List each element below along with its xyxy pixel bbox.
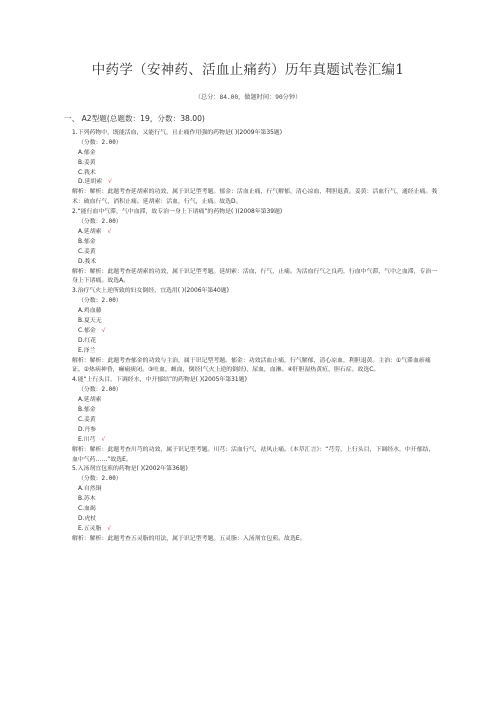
question-block xyxy=(72,465,438,544)
option-label: B.郁金 xyxy=(78,238,96,245)
option-label: D.延胡索 xyxy=(78,179,103,186)
question-block xyxy=(72,208,438,287)
option-label: C.姜黄 xyxy=(78,416,96,423)
option-label: A.鸡血藤 xyxy=(78,308,102,315)
question-score: （分数：2.00） xyxy=(78,387,122,394)
answer-option xyxy=(72,317,438,327)
correct-answer-mark: √ xyxy=(107,525,112,532)
option-label: B.苏木 xyxy=(78,496,96,503)
answer-option xyxy=(72,169,438,179)
question-block xyxy=(72,287,438,376)
answer-option xyxy=(72,515,438,525)
question-list xyxy=(72,129,438,545)
answer-analysis: 解析：解析：此题考查延胡索的功效，属于识记型考题。延胡索：活血，行气，止痛。为活血行气之良药，行血中气滞，气中之血滞，专治一身上下诸痛。故选A。 xyxy=(72,268,438,285)
option-label: C.血竭 xyxy=(78,505,96,512)
answer-option xyxy=(72,307,438,317)
option-label: E.五灵脂 xyxy=(78,525,102,532)
answer-option xyxy=(72,525,438,535)
option-label: D.红花 xyxy=(78,337,97,344)
option-label: B.夏天无 xyxy=(78,317,102,324)
option-label: D.虎杖 xyxy=(78,515,97,522)
option-label: C.郁金 xyxy=(78,327,96,334)
question-stem: 2.“能行血中气滞，气中血滞，故专治一身上下诸痛”的药物是( )(2008年第39题) xyxy=(72,209,283,216)
option-label: E.川芎 xyxy=(78,436,96,443)
answer-option xyxy=(72,159,438,169)
question-stem: 3.治疗气火上逆所致的妇女倒经，宜选用( )(2006年第40题) xyxy=(72,288,229,295)
option-label: C.姜黄 xyxy=(78,248,96,255)
correct-answer-mark: √ xyxy=(101,436,106,443)
option-label: E.泽兰 xyxy=(78,347,96,354)
option-label: D.莪术 xyxy=(78,258,97,265)
question-block xyxy=(72,376,438,465)
answer-option xyxy=(72,396,438,406)
question-score: （分数：2.00） xyxy=(78,219,122,226)
answer-option xyxy=(72,505,438,515)
answer-option xyxy=(72,406,438,416)
option-label: C.莪术 xyxy=(78,169,96,176)
option-label: B.郁金 xyxy=(78,407,96,414)
answer-option xyxy=(72,347,438,357)
answer-option xyxy=(72,327,438,337)
option-label: A.延胡索 xyxy=(78,228,102,235)
question-stem: 1.下列药物中，既能活血，又能行气，且止痛作用强的药物是( )(2009年第35题) xyxy=(72,130,282,136)
page-title: 中药学（安神药、活血止痛药）历年真题试卷汇编1 xyxy=(91,62,405,78)
exam-meta: （总分：84.00，做题时间：90分钟） xyxy=(194,94,302,101)
section-heading: 一、 A2型题(总题数：19，分数：38.00) xyxy=(64,114,205,123)
answer-option xyxy=(72,238,438,248)
answer-option xyxy=(72,337,438,347)
option-label: D.丹参 xyxy=(78,426,97,433)
answer-option xyxy=(72,178,438,188)
option-label: A.自然铜 xyxy=(78,486,102,493)
answer-analysis: 解析：解析：此题考查川芎的功效，属于识记型考题。川芎：活血行气，祛风止痛。《本草汇言》：“芎劳，上行头目，下调经水，中开郁结，血中气药……”故选E。 xyxy=(72,446,435,463)
question-score: （分数：2.00） xyxy=(78,139,122,146)
correct-answer-mark: √ xyxy=(107,228,112,235)
correct-answer-mark: √ xyxy=(101,327,106,334)
correct-answer-mark: √ xyxy=(108,179,112,186)
answer-analysis: 解析：解析：此题考查郁金的功效与主治，属于识记型考题。郁金：功效活血止痛，行气解郁，清心凉血，利胆退黄。主治：①气滞血瘀痛证。②热病神昏，癫痫痰闭。③吐血，衄血，倒经(气火上逆的倒经)，尿血，血淋。④肝胆湿热黄疸，胆石症。故选C。 xyxy=(72,357,431,374)
option-label: A.郁金 xyxy=(78,149,96,156)
answer-option xyxy=(72,436,438,446)
answer-option xyxy=(72,149,438,159)
answer-option xyxy=(72,426,438,436)
option-label: A.延胡索 xyxy=(78,397,102,404)
answer-option xyxy=(72,485,438,495)
answer-option xyxy=(72,258,438,268)
option-label: B.姜黄 xyxy=(78,159,96,166)
answer-option xyxy=(72,416,438,426)
question-stem: 4.能“上行头目，下调经水，中开郁结”的药物是( )(2005年第31题) xyxy=(72,377,247,384)
question-score: （分数：2.00） xyxy=(78,476,122,483)
answer-analysis: 解析：解析：此题考查延胡索的功效，属于识记型考题。郁金：活血止痛，行气解郁，清心凉血，利胆退黄。姜黄：活血行气，通经止痛。莪术：破血行气，消积止痛。延胡索：活血，行气，止痛。故选D。 xyxy=(72,189,438,206)
answer-option xyxy=(72,248,438,258)
answer-option xyxy=(72,495,438,505)
question-stem: 5.入汤剂宜包煎的药物是( )(2002年第36题) xyxy=(72,466,188,473)
answer-analysis: 解析：解析：此题考查五灵脂的用法，属于识记型考题。五灵脂：入汤剂宜包煎。故选E。 xyxy=(72,535,306,542)
question-score: （分数：2.00） xyxy=(78,298,122,305)
answer-option xyxy=(72,228,438,238)
question-block xyxy=(72,129,438,208)
